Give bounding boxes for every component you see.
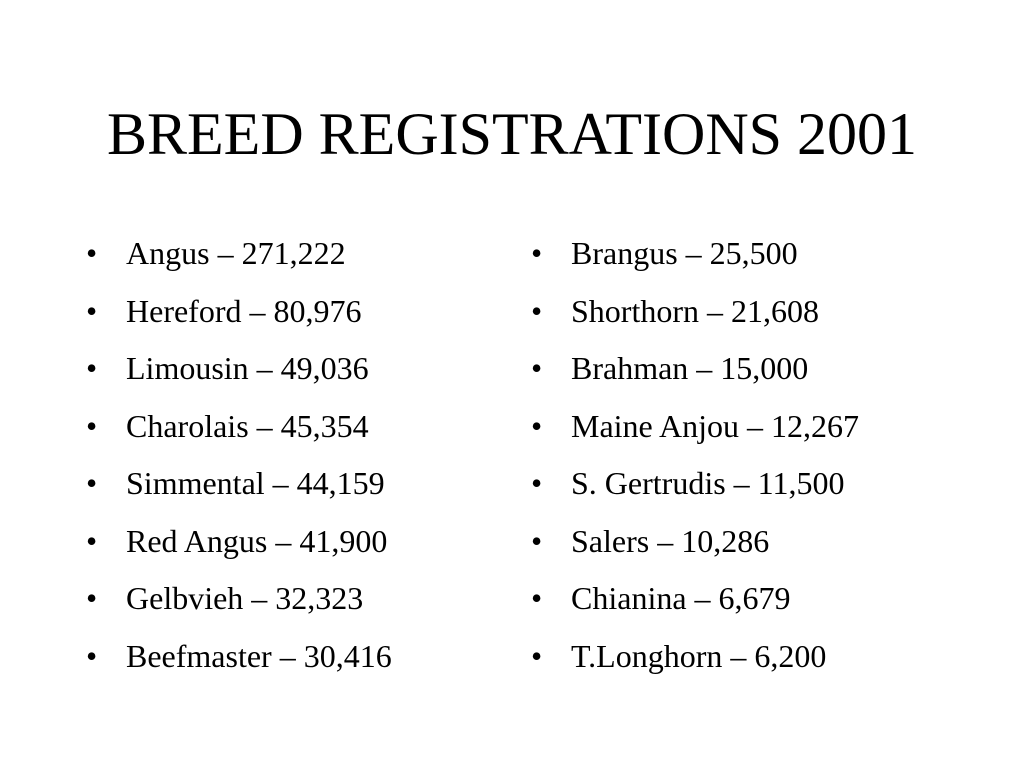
list-item: [86, 573, 392, 631]
list-item: [86, 516, 392, 574]
list-item: [86, 631, 392, 689]
bullet-icon: •: [531, 292, 543, 329]
list-item-text: Brangus – 25,500: [571, 235, 798, 271]
bullet-icon: •: [531, 407, 543, 444]
bullet-icon: •: [531, 637, 543, 674]
bullet-icon: •: [86, 522, 98, 559]
list-item-text: Gelbvieh – 32,323: [126, 580, 364, 616]
bullet-icon: •: [86, 235, 98, 271]
bullet-icon: •: [531, 522, 543, 559]
list-item-text: Brahman – 15,000: [571, 350, 809, 386]
list-item-text: Hereford – 80,976: [126, 292, 362, 329]
list-item-text: Simmental – 44,159: [126, 465, 385, 501]
bullet-icon: •: [531, 235, 543, 271]
list-item: [86, 228, 392, 286]
list-item-text: Shorthorn – 21,608: [571, 292, 819, 329]
slide-title: BREED REGISTRATIONS 2001: [106, 101, 918, 167]
list-item-text: Limousin – 49,036: [126, 350, 369, 386]
right-bullet-list: [531, 228, 859, 688]
list-item-text: Salers – 10,286: [571, 522, 770, 559]
list-item: [531, 401, 859, 459]
list-item: [531, 228, 859, 286]
list-item-text: Beefmaster – 30,416: [126, 637, 392, 674]
list-item-text: Maine Anjou – 12,267: [571, 407, 859, 444]
list-item: [531, 573, 859, 631]
list-item-text: Angus – 271,222: [126, 235, 346, 271]
list-item: [531, 458, 859, 516]
bullet-icon: •: [531, 350, 543, 386]
list-item: [531, 286, 859, 344]
bullet-icon: •: [86, 350, 98, 386]
bullet-icon: •: [531, 465, 543, 501]
bullet-icon: •: [531, 580, 543, 616]
bullet-icon: •: [86, 465, 98, 501]
list-item: [86, 343, 392, 401]
list-item: [86, 458, 392, 516]
list-item: [531, 631, 859, 689]
bullet-icon: •: [86, 580, 98, 616]
list-item-text: Red Angus – 41,900: [126, 522, 388, 559]
list-item: [86, 286, 392, 344]
left-bullet-list: [86, 228, 392, 688]
list-item: [86, 401, 392, 459]
list-item-text: Charolais – 45,354: [126, 407, 369, 444]
bullet-icon: •: [86, 407, 98, 444]
bullet-icon: •: [86, 637, 98, 674]
list-item-text: Chianina – 6,679: [571, 580, 791, 616]
list-item: [531, 516, 859, 574]
bullet-icon: •: [86, 292, 98, 329]
list-item-text: T.Longhorn – 6,200: [571, 637, 827, 674]
list-item-text: S. Gertrudis – 11,500: [571, 465, 845, 501]
list-item: [531, 343, 859, 401]
